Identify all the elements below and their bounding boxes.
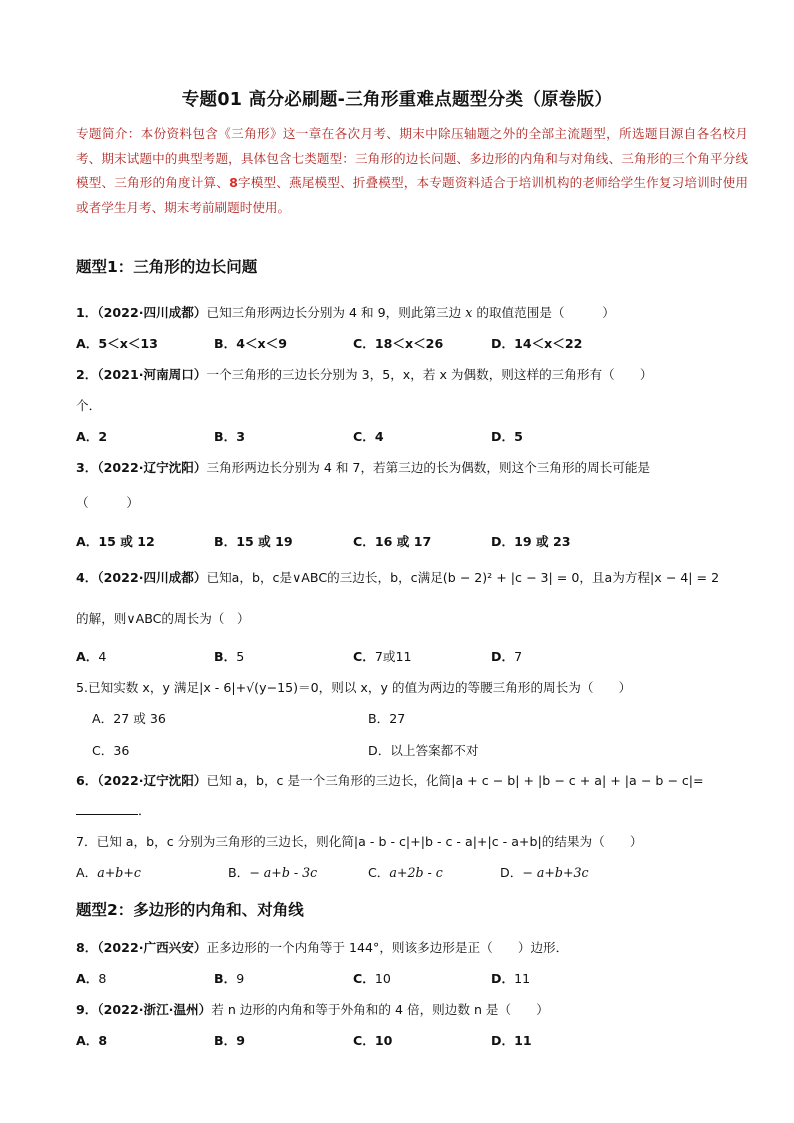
- question-number: 2．: [76, 367, 98, 382]
- option-text: − a+b - 3c: [249, 865, 318, 880]
- option-text: 11: [514, 1033, 532, 1048]
- option-text: 8: [98, 971, 107, 986]
- q1-option-a[interactable]: [76, 333, 158, 352]
- option-key: B．: [214, 336, 237, 351]
- option-key: B．: [214, 534, 237, 549]
- option-key: B．: [228, 865, 250, 880]
- option-text: 4: [98, 649, 107, 664]
- option-key: A．: [76, 429, 99, 444]
- question-3-cont: （ ）: [76, 495, 139, 510]
- q9-option-a[interactable]: [76, 1030, 107, 1049]
- option-text: 15 或 19: [236, 534, 293, 549]
- q8-option-b[interactable]: [214, 968, 244, 987]
- question-4-cont: 的解，则∨ABC的周长为（ ）: [76, 611, 250, 626]
- question-source: （2022·辽宁沈阳）: [97, 460, 207, 475]
- question-number: 8．: [76, 940, 98, 955]
- option-key: B．: [214, 971, 237, 986]
- question-9: [76, 999, 549, 1018]
- option-key: D．: [491, 1033, 515, 1048]
- question-text: 已知 a，b，c 是一个三角形的三边长，化简|a + c − b| + |b − c + a| + |a − b − c|=: [206, 773, 704, 788]
- section-heading-1: 题型1：三角形的边长问题: [76, 258, 258, 276]
- intro-text-2: 字模型、燕尾模型、折叠模型，本专题资料适合于培训机构的老师给学生作复习培训时使用或者学生月考、期末考前刷题时使用。: [76, 175, 749, 215]
- question-source: （2022·四川成都）: [97, 305, 207, 320]
- page-title: 专题01 高分必刷题-三角形重难点题型分类（原卷版）: [181, 90, 613, 110]
- option-text: 3: [236, 429, 245, 444]
- section-heading-2: 题型2：多边形的内角和、对角线: [76, 901, 304, 919]
- option-key: C．: [353, 1033, 375, 1048]
- option-text: a+2b - c: [389, 865, 443, 880]
- question-tail: 的取值范围是（ ）: [476, 305, 615, 320]
- q8-option-c[interactable]: [353, 968, 391, 987]
- option-text: 10: [374, 971, 391, 986]
- question-number: 4．: [76, 570, 98, 585]
- option-key: C．: [353, 429, 375, 444]
- q8-option-d[interactable]: [491, 968, 530, 987]
- q4-option-b[interactable]: [214, 646, 244, 665]
- option-text: 10: [374, 1033, 393, 1048]
- option-key: A．: [76, 971, 99, 986]
- q3-option-b[interactable]: [214, 531, 293, 550]
- q7-option-c[interactable]: [368, 862, 443, 881]
- option-key: A．: [92, 711, 114, 726]
- option-text: 18＜x＜26: [374, 336, 444, 351]
- q1-option-b[interactable]: [214, 333, 287, 352]
- option-key: A．: [76, 534, 99, 549]
- question-source: （2022·广西兴安）: [97, 940, 207, 955]
- q1-option-c[interactable]: [353, 333, 443, 352]
- option-text: 4: [374, 429, 384, 444]
- q9-option-d[interactable]: [491, 1030, 532, 1049]
- option-text: 4＜x＜9: [236, 336, 288, 351]
- question-3: [76, 457, 650, 476]
- option-text: 11: [514, 971, 531, 986]
- option-text: 14＜x＜22: [514, 336, 583, 351]
- q5-option-d[interactable]: [368, 740, 478, 759]
- option-text: 9: [236, 971, 245, 986]
- option-key: B．: [368, 711, 390, 726]
- option-text: 8: [98, 1033, 108, 1048]
- option-text: 9: [236, 1033, 245, 1048]
- question-4: [76, 567, 719, 586]
- question-source: （2022·四川成都）: [97, 570, 207, 585]
- option-key: C．: [353, 534, 375, 549]
- option-key: A．: [76, 1033, 99, 1048]
- option-key: C．: [92, 743, 114, 758]
- option-key: D．: [491, 971, 515, 986]
- q2-option-b[interactable]: [214, 426, 245, 445]
- option-text: 7或11: [374, 649, 412, 664]
- q7-option-a[interactable]: [76, 862, 141, 881]
- question-6-answer-line[interactable]: [76, 800, 151, 819]
- q7-option-d[interactable]: [500, 862, 589, 881]
- q5-option-a[interactable]: [92, 708, 166, 727]
- question-6: [76, 770, 704, 789]
- question-2: [76, 364, 652, 383]
- option-text: 7: [514, 649, 523, 664]
- question-number: 6．: [76, 773, 98, 788]
- option-text: a+b+c: [97, 865, 141, 880]
- option-key: C．: [353, 971, 375, 986]
- question-5: 5.已知实数 x，y 满足|x - 6|+√(y−15)＝0，则以 x，y 的值为两边的等腰三角形的周长为（ ）: [76, 680, 632, 695]
- q5-option-c[interactable]: [92, 740, 129, 759]
- option-text: 16 或 17: [374, 534, 432, 549]
- q1-option-d[interactable]: [491, 333, 582, 352]
- option-key: D．: [491, 649, 515, 664]
- question-source: （2021·河南周口）: [97, 367, 207, 382]
- option-key: A．: [76, 336, 99, 351]
- option-key: B．: [214, 1033, 237, 1048]
- q4-option-d[interactable]: [491, 646, 522, 665]
- option-text: 27: [389, 711, 406, 726]
- question-number: 1．: [76, 305, 98, 320]
- intro-paragraph: [76, 122, 748, 220]
- q4-option-a[interactable]: [76, 646, 106, 665]
- q4-option-c[interactable]: [353, 646, 411, 665]
- question-text: 三角形两边长分别为 4 和 7，若第三边的长为偶数，则这个三角形的周长可能是: [206, 460, 651, 475]
- question-1: [76, 302, 615, 321]
- question-text: 一个三角形的三边长分别为 3，5，x，若 x 为偶数，则这样的三角形有（ ）: [206, 367, 653, 382]
- q3-option-c[interactable]: [353, 531, 431, 550]
- option-text: − a+b+3c: [522, 865, 589, 880]
- question-2-cont: 个．: [76, 398, 102, 413]
- option-key: A．: [76, 865, 98, 880]
- intro-highlight: 8: [229, 175, 238, 191]
- q9-option-b[interactable]: [214, 1030, 245, 1049]
- option-text: 5: [514, 429, 523, 444]
- question-source: （2022·辽宁沈阳）: [97, 773, 207, 788]
- option-key: B．: [214, 429, 237, 444]
- option-key: D．: [491, 429, 515, 444]
- intro-text-1: 专题简介：本份资料包含《三角形》这一章在各次月考、期末中除压轴题之外的全部主流题型，所选题目源自各名校月考、期末试题中的典型考题，具体包含七类题型：三角形的边长问题、多边形的内角和与对角线、三角形的三个角平分线模型、三角形的角度计算、: [76, 126, 748, 191]
- option-text: 27 或 36: [113, 711, 166, 726]
- option-text: 5＜x＜13: [98, 336, 158, 351]
- option-key: D．: [491, 336, 515, 351]
- option-key: D．: [500, 865, 523, 880]
- option-text: 15 或 12: [98, 534, 155, 549]
- option-key: A．: [76, 649, 99, 664]
- q5-option-b[interactable]: [368, 708, 405, 727]
- question-6-cont: ．: [138, 803, 151, 818]
- option-text: 以上答案都不对: [390, 743, 479, 758]
- question-variable: x: [465, 305, 473, 320]
- q2-option-d[interactable]: [491, 426, 523, 445]
- option-key: D．: [368, 743, 391, 758]
- question-text: 已知a，b，c是∨ABC的三边长，b，c满足(b − 2)² + |c − 3| = 0，且a为方程|x − 4| = 2: [206, 570, 720, 585]
- answer-blank[interactable]: [76, 802, 138, 815]
- question-source: （2022·浙江·温州）: [97, 1002, 212, 1017]
- option-text: 36: [113, 743, 130, 758]
- q2-option-c[interactable]: [353, 426, 384, 445]
- q3-option-d[interactable]: [491, 531, 570, 550]
- option-key: C．: [368, 865, 390, 880]
- q7-option-b[interactable]: [228, 862, 317, 881]
- option-key: C．: [353, 336, 375, 351]
- option-text: 5: [236, 649, 245, 664]
- option-key: B．: [214, 649, 237, 664]
- option-text: 2: [98, 429, 108, 444]
- q3-option-a[interactable]: [76, 531, 155, 550]
- question-7: 7．已知 a，b，c 分别为三角形的三边长，则化简|a - b - c|+|b - c - a|+|c - a+b|的结果为（ ）: [76, 834, 643, 849]
- question-number: 9．: [76, 1002, 98, 1017]
- question-text: 已知三角形两边长分别为 4 和 9，则此第三边: [206, 305, 462, 320]
- q2-option-a[interactable]: [76, 426, 107, 445]
- question-text: 正多边形的一个内角等于 144°，则该多边形是正（ ）边形．: [206, 940, 569, 955]
- question-number: 3．: [76, 460, 98, 475]
- option-text: 19 或 23: [514, 534, 571, 549]
- q8-option-a[interactable]: [76, 968, 106, 987]
- question-8: [76, 937, 568, 956]
- option-key: D．: [491, 534, 515, 549]
- option-key: C．: [353, 649, 375, 664]
- question-text: 若 n 边形的内角和等于外角和的 4 倍，则边数 n 是（ ）: [211, 1002, 549, 1017]
- q9-option-c[interactable]: [353, 1030, 392, 1049]
